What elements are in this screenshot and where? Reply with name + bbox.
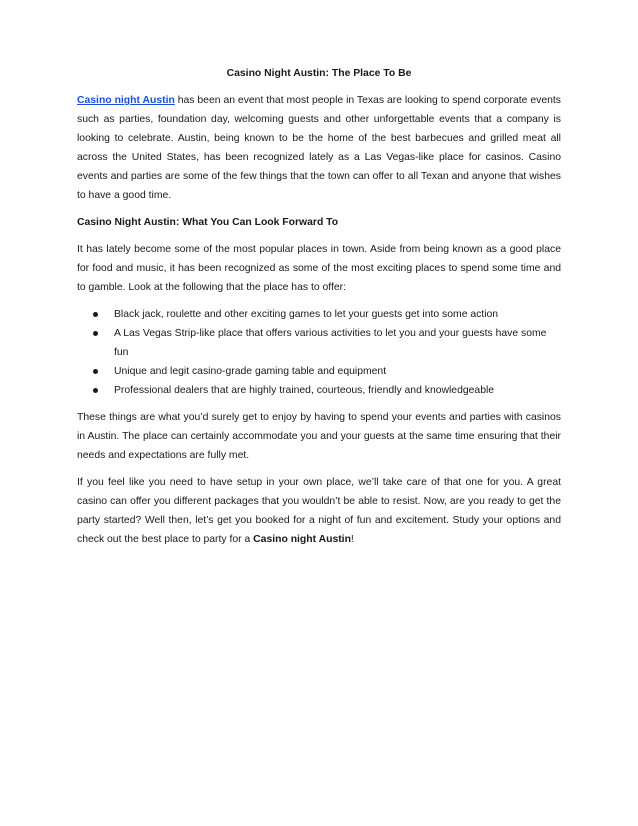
section-heading: Casino Night Austin: What You Can Look Forward To bbox=[77, 217, 339, 228]
list-item-text: Black jack, roulette and other exciting games to let your guests get into some action bbox=[114, 309, 499, 320]
closing-text: If you feel like you need to have setup in your own place, we’ll take care of that one for you. A great casino can offer you different packages that you wouldn’t be able to resist. Now, are you ready to get the party started? Well then, let’s get you booked for a night of fun and excitement. Study your options and check out the best place to party for a bbox=[77, 477, 561, 545]
casino-night-austin-link[interactable]: Casino night Austin bbox=[77, 95, 175, 106]
list-item bbox=[77, 362, 561, 381]
document-page bbox=[77, 64, 561, 557]
features-intro-paragraph: It has lately become some of the most popular places in town. Aside from being known as a good place for food and music, it has been recognized as some of the most exciting places to spend some time and to gamble. Look at the following that the place has to offer: bbox=[77, 244, 561, 293]
document-title: Casino Night Austin: The Place To Be bbox=[226, 68, 412, 79]
bullet-icon bbox=[93, 331, 98, 336]
list-item bbox=[77, 324, 561, 362]
closing-paragraph bbox=[77, 473, 561, 549]
bullet-icon bbox=[93, 369, 98, 374]
closing-end: ! bbox=[350, 534, 354, 545]
feature-list bbox=[77, 305, 561, 400]
intro-text: has been an event that most people in Texas are looking to spend corporate events such as parties, foundation day, welcoming guests and other unforgettable events that a company is looking to celebrate. Austin, being known to be the home of the best barbecues and grilled meat all across the United States, has been recognized lately as a Las Vegas-like place for casinos. Casino events and parties are some of the few things that the town can offer to all Texan and anyone that wishes to have a good time. bbox=[77, 95, 561, 201]
accommodation-paragraph: These things are what you’d surely get to enjoy by having to spend your events and parties with casinos in Austin. The place can certainly accommodate you and your guests at the same time ensuring that their needs and expectations are fully met. bbox=[77, 412, 561, 461]
list-item-text: Unique and legit casino-grade gaming table and equipment bbox=[114, 366, 387, 377]
list-item bbox=[77, 305, 561, 324]
bullet-icon bbox=[93, 312, 98, 317]
list-item-text: Professional dealers that are highly trained, courteous, friendly and knowledgeable bbox=[114, 385, 495, 396]
list-item-text: A Las Vegas Strip-like place that offers various activities to let you and your guests have some fun bbox=[114, 328, 547, 358]
closing-bold-keyword: Casino night Austin bbox=[253, 534, 351, 545]
intro-paragraph bbox=[77, 91, 561, 205]
list-item bbox=[77, 381, 561, 400]
bullet-icon bbox=[93, 388, 98, 393]
